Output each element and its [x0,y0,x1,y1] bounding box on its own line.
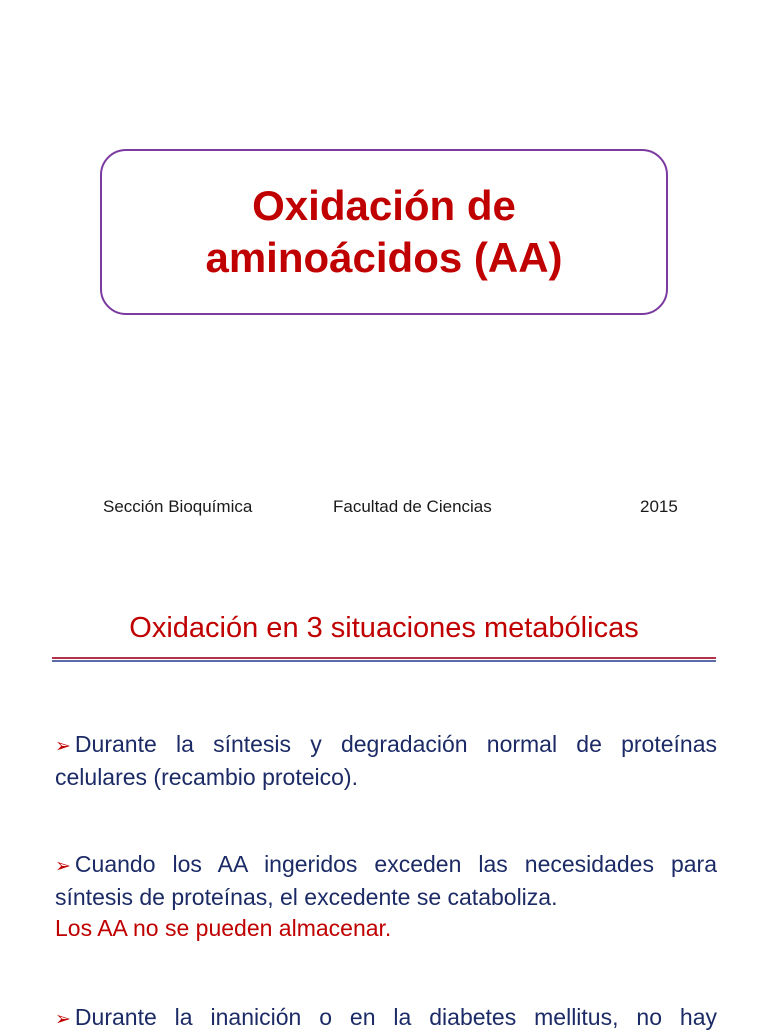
slide-title [205,180,562,284]
footer-section: Sección Bioquímica [103,497,253,516]
bullet-text: Cuando los AA ingeridos exceden las necesidades para síntesis de proteínas, el excedente se cataboliza. [55,851,717,910]
footer-year: 2015 [640,497,678,516]
bullet-text: Durante la síntesis y degradación normal de proteínas celulares (recambio proteico). [55,731,717,790]
heading-rule-red [52,657,716,659]
section-heading: Oxidación en 3 situaciones metabólicas [129,612,639,644]
title-box [100,149,668,315]
title-line-1: Oxidación de [252,182,516,229]
bullet-item-1 [55,729,717,793]
bullet-text: Durante la inanición o en la diabetes mellitus, no hay [74,1004,717,1030]
bullet-item-3 [55,1002,717,1035]
heading-rule-blue [52,660,716,662]
arrow-bullet-icon: ➢ [55,856,71,877]
arrow-bullet-icon: ➢ [55,1009,71,1030]
arrow-bullet-icon: ➢ [55,736,71,757]
bullet-note: Los AA no se pueden almacenar. [55,915,392,941]
footer-faculty: Facultad de Ciencias [333,497,492,516]
title-line-2: aminoácidos (AA) [205,234,563,281]
bullet-item-2 [55,849,717,944]
